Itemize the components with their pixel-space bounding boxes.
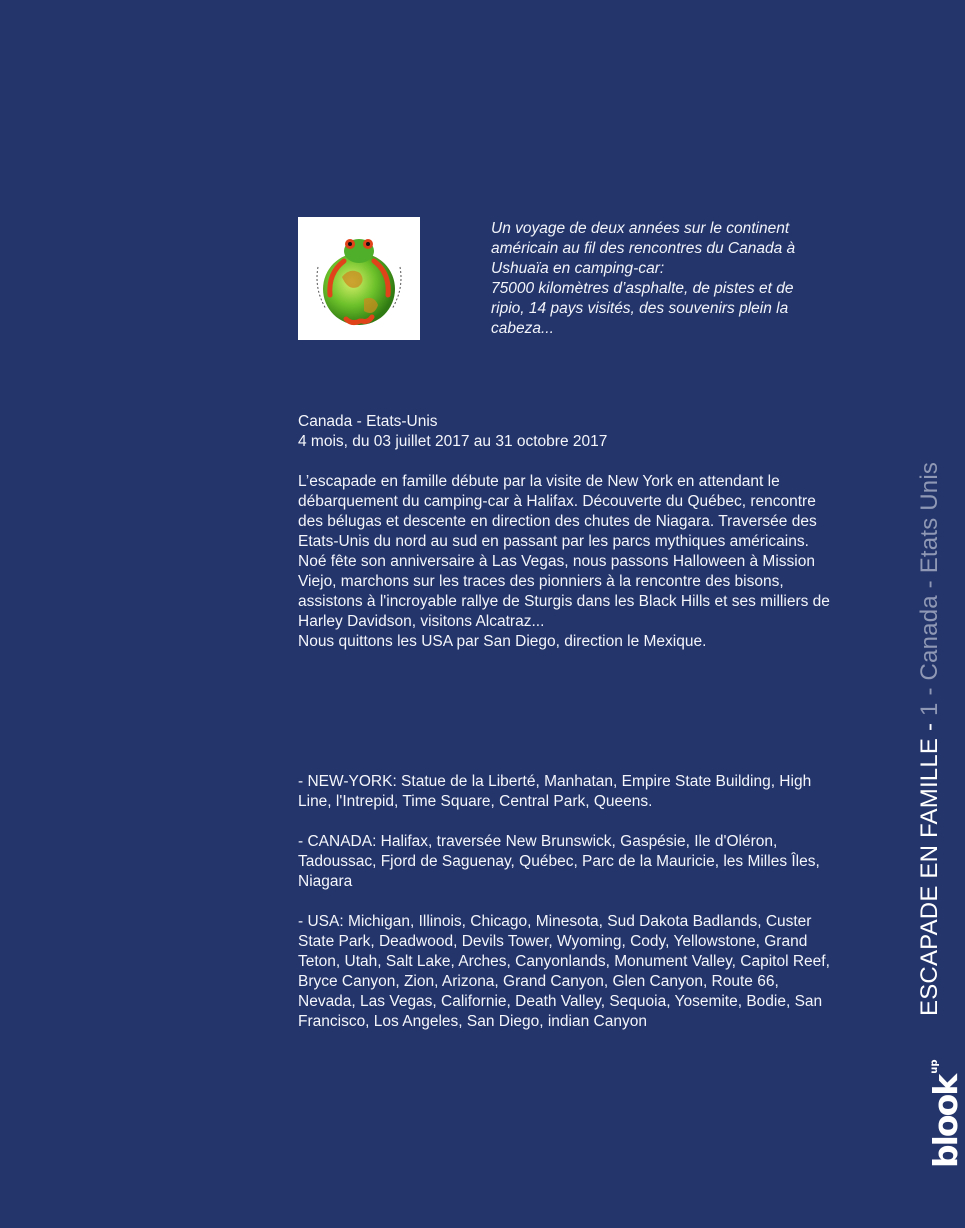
- trip-route: Canada - Etats-Unis: [298, 413, 438, 430]
- brand-word: blook: [926, 1075, 965, 1168]
- frog-globe-logo: [298, 217, 420, 340]
- frog-globe-icon: [298, 217, 420, 340]
- intro-line-2: 75000 kilomètres d’asphalte, de pistes et de ripio, 14 pays visités, des souvenirs plein la cabeza...: [491, 280, 794, 337]
- brand-sup: up: [929, 1059, 940, 1074]
- spine-title-sub: 1 - Canada - Etats Unis: [916, 461, 943, 716]
- story-paragraph: L’escapade en famille débute par la visite de New York en attendant le débarquement du camping-car à Halifax. Découverte du Québec, rencontre des bélugas et descente en direction des chutes de Niagara. Traversée des Etats-Unis du nord au sud en passant par les parcs mythiques américains. Noé fête son anniversaire à Las Vegas, nous passons Halloween à Mission Viejo, marchons sur les traces des pionniers à la rencontre des bisons, assistons à l'incroyable rallye de Sturgis dans les Black Hills et ses milliers de Harley Davidson, visitons Alcatraz...: [298, 473, 830, 630]
- spine-title: [916, 462, 944, 1016]
- stops-new-york: - NEW-YORK: Statue de la Liberté, Manhatan, Empire State Building, High Line, l'Intrepid, Time Square, Central Park, Queens.: [298, 773, 812, 810]
- story: [298, 472, 833, 652]
- stops-usa: - USA: Michigan, Illinois, Chicago, Minesota, Sud Dakota Badlands, Custer State Park, Deadwood, Devils Tower, Wyoming, Cody, Yellowstone, Grand Teton, Utah, Salt Lake, Arches, Canyonlands, Monument Valley, Capitol Reef, Bryce Canyon, Zion, Arizona, Grand Canyon, Glen Canyon, Route 66, Nevada, Las Vegas, Californie, Death Valley, Sequoia, Yosemite, Bodie, San Francisco, Los Angeles, San Diego, indian Canyon: [298, 913, 830, 1030]
- stops-list: [298, 772, 833, 1032]
- trip-summary: [298, 412, 833, 452]
- intro-line-1: Un voyage de deux années sur le continent américain au fil des rencontres du Canada à Ushuaïa en camping-car:: [491, 220, 796, 277]
- intro-text: [491, 219, 831, 339]
- spine-title-main: ESCAPADE EN FAMILLE -: [916, 715, 943, 1016]
- story-closing: Nous quittons les USA par San Diego, direction le Mexique.: [298, 633, 707, 650]
- stops-canada: - CANADA: Halifax, traversée New Brunswick, Gaspésie, Ile d'Oléron, Tadoussac, Fjord de Saguenay, Québec, Parc de la Mauricie, les Milles Îles, Niagara: [298, 833, 820, 890]
- blookup-logo: [926, 1059, 965, 1168]
- trip-duration: 4 mois, du 03 juillet 2017 au 31 octobre 2017: [298, 433, 608, 450]
